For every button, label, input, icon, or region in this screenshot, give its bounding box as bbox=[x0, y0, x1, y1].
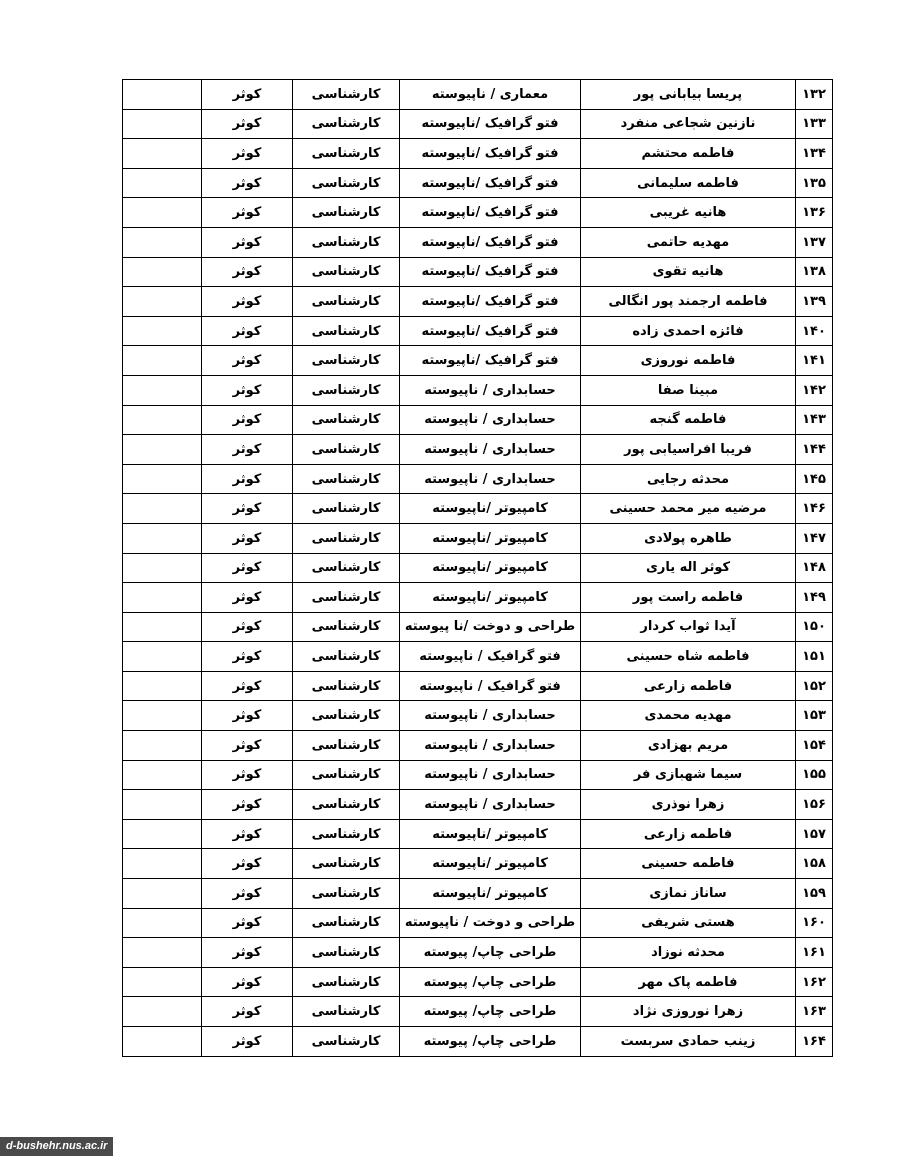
empty-cell bbox=[123, 819, 202, 849]
row-number: ۱۵۴ bbox=[796, 731, 833, 761]
degree: کارشناسی bbox=[293, 879, 400, 909]
row-number: ۱۳۹ bbox=[796, 287, 833, 317]
student-name: طاهره پولادی bbox=[581, 523, 796, 553]
empty-cell bbox=[123, 1027, 202, 1057]
table-row bbox=[123, 908, 833, 938]
table-row bbox=[123, 227, 833, 257]
field-of-study: فتو گرافیک /ناپیوسته bbox=[400, 257, 581, 287]
table-row bbox=[123, 405, 833, 435]
degree: کارشناسی bbox=[293, 997, 400, 1027]
row-number: ۱۴۸ bbox=[796, 553, 833, 583]
degree: کارشناسی bbox=[293, 346, 400, 376]
student-name: مبینا صفا bbox=[581, 375, 796, 405]
center-name: کوثر bbox=[202, 435, 293, 465]
degree: کارشناسی bbox=[293, 1027, 400, 1057]
degree: کارشناسی bbox=[293, 375, 400, 405]
table-row bbox=[123, 553, 833, 583]
student-name: فاطمه نوروزی bbox=[581, 346, 796, 376]
empty-cell bbox=[123, 997, 202, 1027]
empty-cell bbox=[123, 760, 202, 790]
degree: کارشناسی bbox=[293, 553, 400, 583]
student-name: نازنین شجاعی منفرد bbox=[581, 109, 796, 139]
center-name: کوثر bbox=[202, 464, 293, 494]
table-row bbox=[123, 346, 833, 376]
row-number: ۱۳۵ bbox=[796, 168, 833, 198]
student-name: فاطمه راست پور bbox=[581, 583, 796, 613]
empty-cell bbox=[123, 375, 202, 405]
degree: کارشناسی bbox=[293, 168, 400, 198]
table-row bbox=[123, 760, 833, 790]
row-number: ۱۳۲ bbox=[796, 80, 833, 110]
student-name: محدثه رجایی bbox=[581, 464, 796, 494]
student-name: مهدیه حاتمی bbox=[581, 227, 796, 257]
student-name: فاطمه حسینی bbox=[581, 849, 796, 879]
field-of-study: کامپیوتر /ناپیوسته bbox=[400, 494, 581, 524]
center-name: کوثر bbox=[202, 346, 293, 376]
field-of-study: فتو گرافیک /ناپیوسته bbox=[400, 109, 581, 139]
empty-cell bbox=[123, 642, 202, 672]
degree: کارشناسی bbox=[293, 612, 400, 642]
center-name: کوثر bbox=[202, 671, 293, 701]
empty-cell bbox=[123, 227, 202, 257]
row-number: ۱۶۱ bbox=[796, 938, 833, 968]
empty-cell bbox=[123, 464, 202, 494]
empty-cell bbox=[123, 257, 202, 287]
field-of-study: طراحی و دوخت / ناپیوسته bbox=[400, 908, 581, 938]
degree: کارشناسی bbox=[293, 790, 400, 820]
field-of-study: حسابداری / ناپیوسته bbox=[400, 375, 581, 405]
student-name: مریم بهزادی bbox=[581, 731, 796, 761]
degree: کارشناسی bbox=[293, 227, 400, 257]
degree: کارشناسی bbox=[293, 523, 400, 553]
row-number: ۱۶۴ bbox=[796, 1027, 833, 1057]
empty-cell bbox=[123, 790, 202, 820]
center-name: کوثر bbox=[202, 1027, 293, 1057]
table-row bbox=[123, 198, 833, 228]
table-row bbox=[123, 612, 833, 642]
row-number: ۱۵۸ bbox=[796, 849, 833, 879]
empty-cell bbox=[123, 287, 202, 317]
student-name: فاطمه پاک مهر bbox=[581, 967, 796, 997]
degree: کارشناسی bbox=[293, 849, 400, 879]
center-name: کوثر bbox=[202, 819, 293, 849]
student-name: فاطمه زارعی bbox=[581, 671, 796, 701]
center-name: کوثر bbox=[202, 109, 293, 139]
row-number: ۱۳۷ bbox=[796, 227, 833, 257]
student-name: فاطمه محتشم bbox=[581, 139, 796, 169]
center-name: کوثر bbox=[202, 849, 293, 879]
table-row bbox=[123, 790, 833, 820]
table-row bbox=[123, 671, 833, 701]
degree: کارشناسی bbox=[293, 760, 400, 790]
row-number: ۱۴۷ bbox=[796, 523, 833, 553]
student-name: کوثر اله یاری bbox=[581, 553, 796, 583]
table-row bbox=[123, 642, 833, 672]
degree: کارشناسی bbox=[293, 198, 400, 228]
center-name: کوثر bbox=[202, 731, 293, 761]
center-name: کوثر bbox=[202, 790, 293, 820]
field-of-study: کامپیوتر /ناپیوسته bbox=[400, 553, 581, 583]
center-name: کوثر bbox=[202, 938, 293, 968]
empty-cell bbox=[123, 553, 202, 583]
table-row bbox=[123, 938, 833, 968]
student-name: هستی شریفی bbox=[581, 908, 796, 938]
degree: کارشناسی bbox=[293, 435, 400, 465]
degree: کارشناسی bbox=[293, 494, 400, 524]
row-number: ۱۶۳ bbox=[796, 997, 833, 1027]
student-name: فاطمه گنجه bbox=[581, 405, 796, 435]
empty-cell bbox=[123, 908, 202, 938]
field-of-study: حسابداری / ناپیوسته bbox=[400, 760, 581, 790]
row-number: ۱۳۴ bbox=[796, 139, 833, 169]
table-row bbox=[123, 701, 833, 731]
degree: کارشناسی bbox=[293, 287, 400, 317]
degree: کارشناسی bbox=[293, 671, 400, 701]
student-name: زهرا نوذری bbox=[581, 790, 796, 820]
degree: کارشناسی bbox=[293, 819, 400, 849]
field-of-study: حسابداری / ناپیوسته bbox=[400, 790, 581, 820]
empty-cell bbox=[123, 701, 202, 731]
field-of-study: طراحی چاپ/ پیوسته bbox=[400, 938, 581, 968]
degree: کارشناسی bbox=[293, 109, 400, 139]
row-number: ۱۴۲ bbox=[796, 375, 833, 405]
center-name: کوثر bbox=[202, 760, 293, 790]
student-name: محدثه نوزاد bbox=[581, 938, 796, 968]
center-name: کوثر bbox=[202, 316, 293, 346]
student-name: مهدیه محمدی bbox=[581, 701, 796, 731]
row-number: ۱۵۰ bbox=[796, 612, 833, 642]
table-row bbox=[123, 731, 833, 761]
empty-cell bbox=[123, 731, 202, 761]
table-row bbox=[123, 849, 833, 879]
degree: کارشناسی bbox=[293, 967, 400, 997]
field-of-study: فتو گرافیک /ناپیوسته bbox=[400, 227, 581, 257]
field-of-study: فتو گرافیک /ناپیوسته bbox=[400, 346, 581, 376]
field-of-study: کامپیوتر /ناپیوسته bbox=[400, 879, 581, 909]
center-name: کوثر bbox=[202, 198, 293, 228]
center-name: کوثر bbox=[202, 494, 293, 524]
center-name: کوثر bbox=[202, 257, 293, 287]
table-row bbox=[123, 435, 833, 465]
degree: کارشناسی bbox=[293, 316, 400, 346]
table-row bbox=[123, 287, 833, 317]
table-row bbox=[123, 80, 833, 110]
row-number: ۱۴۶ bbox=[796, 494, 833, 524]
table-row bbox=[123, 523, 833, 553]
field-of-study: حسابداری / ناپیوسته bbox=[400, 405, 581, 435]
field-of-study: کامپیوتر /ناپیوسته bbox=[400, 819, 581, 849]
field-of-study: حسابداری / ناپیوسته bbox=[400, 435, 581, 465]
field-of-study: حسابداری / ناپیوسته bbox=[400, 464, 581, 494]
website-watermark: d-bushehr.nus.ac.ir bbox=[0, 1137, 113, 1156]
row-number: ۱۵۲ bbox=[796, 671, 833, 701]
row-number: ۱۴۳ bbox=[796, 405, 833, 435]
center-name: کوثر bbox=[202, 612, 293, 642]
center-name: کوثر bbox=[202, 879, 293, 909]
student-name: مرضیه میر محمد حسینی bbox=[581, 494, 796, 524]
field-of-study: فتو گرافیک /ناپیوسته bbox=[400, 168, 581, 198]
table-body bbox=[123, 80, 833, 1057]
degree: کارشناسی bbox=[293, 731, 400, 761]
empty-cell bbox=[123, 139, 202, 169]
field-of-study: فتو گرافیک /ناپیوسته bbox=[400, 316, 581, 346]
degree: کارشناسی bbox=[293, 938, 400, 968]
empty-cell bbox=[123, 523, 202, 553]
field-of-study: طراحی چاپ/ پیوسته bbox=[400, 967, 581, 997]
row-number: ۱۶۲ bbox=[796, 967, 833, 997]
table-row bbox=[123, 257, 833, 287]
student-name: فریبا افراسیابی پور bbox=[581, 435, 796, 465]
row-number: ۱۵۱ bbox=[796, 642, 833, 672]
table-row bbox=[123, 464, 833, 494]
center-name: کوثر bbox=[202, 80, 293, 110]
students-table bbox=[122, 79, 833, 1057]
student-name: فاطمه شاه حسینی bbox=[581, 642, 796, 672]
field-of-study: طراحی و دوخت /نا پیوسته bbox=[400, 612, 581, 642]
empty-cell bbox=[123, 109, 202, 139]
field-of-study: طراحی چاپ/ پیوسته bbox=[400, 1027, 581, 1057]
empty-cell bbox=[123, 879, 202, 909]
table-row bbox=[123, 316, 833, 346]
row-number: ۱۵۵ bbox=[796, 760, 833, 790]
student-name: زهرا نوروزی نژاد bbox=[581, 997, 796, 1027]
center-name: کوثر bbox=[202, 139, 293, 169]
student-name: سیما شهبازی فر bbox=[581, 760, 796, 790]
empty-cell bbox=[123, 583, 202, 613]
empty-cell bbox=[123, 849, 202, 879]
student-name: فاطمه ارجمند پور انگالی bbox=[581, 287, 796, 317]
table-row bbox=[123, 494, 833, 524]
table-row bbox=[123, 583, 833, 613]
table-row bbox=[123, 1027, 833, 1057]
row-number: ۱۶۰ bbox=[796, 908, 833, 938]
row-number: ۱۵۹ bbox=[796, 879, 833, 909]
degree: کارشناسی bbox=[293, 908, 400, 938]
center-name: کوثر bbox=[202, 583, 293, 613]
degree: کارشناسی bbox=[293, 80, 400, 110]
row-number: ۱۴۰ bbox=[796, 316, 833, 346]
center-name: کوثر bbox=[202, 701, 293, 731]
degree: کارشناسی bbox=[293, 139, 400, 169]
empty-cell bbox=[123, 938, 202, 968]
empty-cell bbox=[123, 494, 202, 524]
center-name: کوثر bbox=[202, 227, 293, 257]
center-name: کوثر bbox=[202, 967, 293, 997]
field-of-study: کامپیوتر /ناپیوسته bbox=[400, 849, 581, 879]
center-name: کوثر bbox=[202, 523, 293, 553]
table-row bbox=[123, 997, 833, 1027]
empty-cell bbox=[123, 80, 202, 110]
empty-cell bbox=[123, 346, 202, 376]
empty-cell bbox=[123, 405, 202, 435]
empty-cell bbox=[123, 198, 202, 228]
degree: کارشناسی bbox=[293, 257, 400, 287]
row-number: ۱۵۶ bbox=[796, 790, 833, 820]
table-row bbox=[123, 879, 833, 909]
empty-cell bbox=[123, 671, 202, 701]
empty-cell bbox=[123, 316, 202, 346]
table-row bbox=[123, 967, 833, 997]
center-name: کوثر bbox=[202, 405, 293, 435]
table-row bbox=[123, 139, 833, 169]
field-of-study: کامپیوتر /ناپیوسته bbox=[400, 583, 581, 613]
field-of-study: فتو گرافیک /ناپیوسته bbox=[400, 287, 581, 317]
field-of-study: فتو گرافیک / ناپیوسته bbox=[400, 642, 581, 672]
center-name: کوثر bbox=[202, 642, 293, 672]
center-name: کوثر bbox=[202, 375, 293, 405]
field-of-study: حسابداری / ناپیوسته bbox=[400, 701, 581, 731]
student-name: زینب حمادی سربست bbox=[581, 1027, 796, 1057]
degree: کارشناسی bbox=[293, 583, 400, 613]
student-name: هانیه تقوی bbox=[581, 257, 796, 287]
degree: کارشناسی bbox=[293, 464, 400, 494]
row-number: ۱۳۶ bbox=[796, 198, 833, 228]
row-number: ۱۴۵ bbox=[796, 464, 833, 494]
row-number: ۱۵۳ bbox=[796, 701, 833, 731]
center-name: کوثر bbox=[202, 908, 293, 938]
field-of-study: فتو گرافیک /ناپیوسته bbox=[400, 198, 581, 228]
student-name: آیدا ثواب کردار bbox=[581, 612, 796, 642]
degree: کارشناسی bbox=[293, 405, 400, 435]
field-of-study: فتو گرافیک / ناپیوسته bbox=[400, 671, 581, 701]
center-name: کوثر bbox=[202, 287, 293, 317]
row-number: ۱۵۷ bbox=[796, 819, 833, 849]
table-row bbox=[123, 109, 833, 139]
empty-cell bbox=[123, 612, 202, 642]
degree: کارشناسی bbox=[293, 701, 400, 731]
center-name: کوثر bbox=[202, 997, 293, 1027]
table-row bbox=[123, 375, 833, 405]
field-of-study: طراحی چاپ/ پیوسته bbox=[400, 997, 581, 1027]
row-number: ۱۴۱ bbox=[796, 346, 833, 376]
field-of-study: حسابداری / ناپیوسته bbox=[400, 731, 581, 761]
field-of-study: کامپیوتر /ناپیوسته bbox=[400, 523, 581, 553]
student-name: هانیه غریبی bbox=[581, 198, 796, 228]
center-name: کوثر bbox=[202, 168, 293, 198]
empty-cell bbox=[123, 967, 202, 997]
row-number: ۱۴۹ bbox=[796, 583, 833, 613]
student-name: ساناز نمازی bbox=[581, 879, 796, 909]
row-number: ۱۳۳ bbox=[796, 109, 833, 139]
field-of-study: معماری / ناپیوسته bbox=[400, 80, 581, 110]
empty-cell bbox=[123, 435, 202, 465]
student-name: فائزه احمدی زاده bbox=[581, 316, 796, 346]
student-name: فاطمه سلیمانی bbox=[581, 168, 796, 198]
table-row bbox=[123, 168, 833, 198]
student-name: فاطمه زارعی bbox=[581, 819, 796, 849]
field-of-study: فتو گرافیک /ناپیوسته bbox=[400, 139, 581, 169]
row-number: ۱۳۸ bbox=[796, 257, 833, 287]
empty-cell bbox=[123, 168, 202, 198]
degree: کارشناسی bbox=[293, 642, 400, 672]
student-name: پریسا بیابانی پور bbox=[581, 80, 796, 110]
table-row bbox=[123, 819, 833, 849]
row-number: ۱۴۴ bbox=[796, 435, 833, 465]
center-name: کوثر bbox=[202, 553, 293, 583]
